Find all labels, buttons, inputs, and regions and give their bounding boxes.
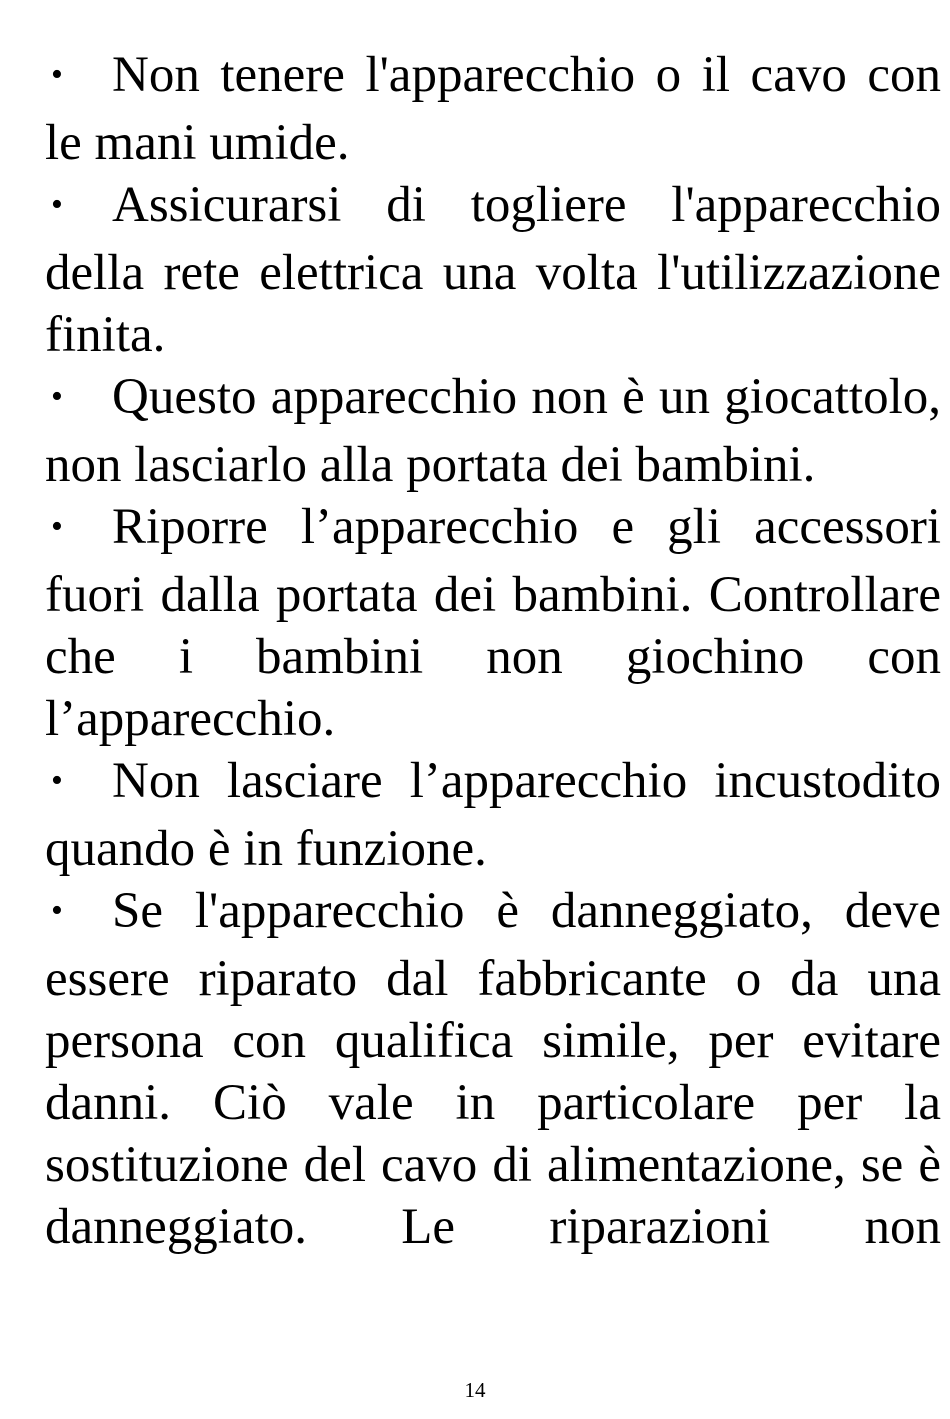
- bullet-icon: •: [51, 762, 63, 799]
- list-item-text: Assicurarsi di togliere l'apparecchio della rete elettrica una volta l'utilizzazione finita.: [45, 177, 941, 363]
- list-item: [45, 366, 941, 496]
- list-item-text: Se l'apparecchio è danneggiato, deve essere riparato dal fabbricante o da una persona con qualifica simile, per evitare danni. Ciò vale in particolare per la sostituzione del cavo di alimentazione, se è danneggiato. Le riparazioni non: [45, 883, 941, 1255]
- page-content: [45, 44, 941, 1258]
- list-item-text: Questo apparecchio non è un giocattolo, non lasciarlo alla portata dei bambini.: [45, 369, 941, 493]
- list-item: [45, 174, 941, 366]
- bullet-icon: •: [51, 508, 63, 545]
- list-item-text: Non tenere l'apparecchio o il cavo con le mani umide.: [45, 47, 941, 171]
- list-item-text: Riporre l’apparecchio e gli accessori fuori dalla portata dei bambini. Controllare che i bambini non giochino con l’apparecchio.: [45, 499, 941, 747]
- list-item: [45, 44, 941, 174]
- bullet-icon: •: [51, 56, 63, 93]
- bullet-icon: •: [51, 186, 63, 223]
- page-number: 14: [464, 1378, 486, 1402]
- list-item: [45, 750, 941, 880]
- bullet-icon: •: [51, 378, 63, 415]
- list-item: [45, 496, 941, 750]
- bullet-icon: •: [51, 892, 63, 929]
- list-item: [45, 880, 941, 1258]
- list-item-text: Non lasciare l’apparecchio incustodito quando è in funzione.: [45, 753, 941, 877]
